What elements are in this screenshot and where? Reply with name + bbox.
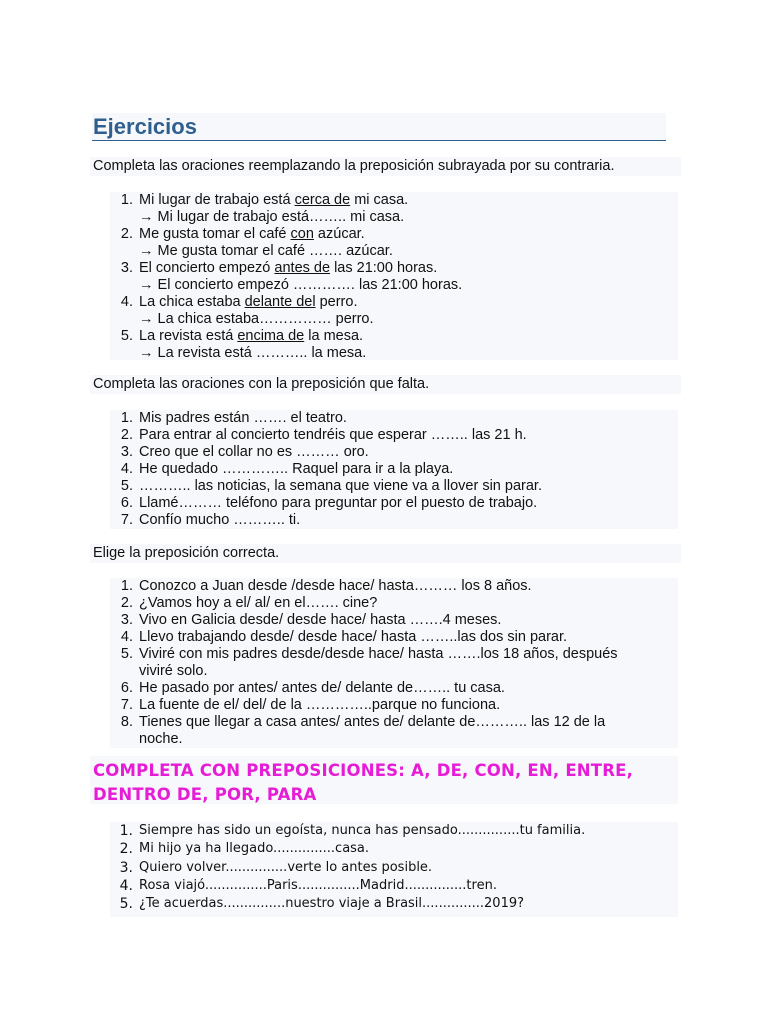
underlined-preposition: delante del — [244, 294, 316, 310]
list-item: 5. La revista está encima de la mesa. → La revista está ……….. la mesa. — [110, 328, 678, 362]
list-item: 4. He quedado ………….. Raquel para ir a la playa. — [120, 461, 454, 477]
underlined-preposition: con — [290, 226, 314, 242]
list-item: 3. Vivo en Galicia desde/ desde hace/ hasta …….4 meses. — [120, 612, 502, 628]
section2-list — [110, 410, 678, 529]
underlined-preposition: antes de — [274, 260, 331, 276]
list-item: 2. Mi hijo ya ha llegado...............casa. — [119, 841, 370, 858]
list-item: 2. ¿Vamos hoy a el/ al/ en el……. cine? — [120, 595, 378, 611]
answer-line: → La revista está ……….. la mesa. — [139, 345, 367, 361]
list-item: 2. Me gusta tomar el café con azúcar. → Me gusta tomar el café ……. azúcar. — [110, 226, 678, 260]
list-item: 4. Rosa viajó...............Paris...............Madrid...............tren. — [119, 877, 497, 894]
title-block — [92, 113, 666, 141]
section3-list — [110, 578, 678, 748]
list-item: 7. La fuente de el/ del/ de la …………..parque no funciona. — [120, 697, 501, 713]
list-item: 8. Tienes que llegar a casa antes/ antes de/ delante de……….. las 12 de la noche. — [120, 714, 606, 747]
underlined-preposition: encima de — [237, 328, 305, 344]
section3-instruction: Elige la preposición correcta. — [90, 544, 681, 563]
section1-list — [110, 192, 678, 360]
answer-line: → El concierto empezó …………. las 21:00 horas. — [139, 277, 463, 293]
section2-instruction: Completa las oraciones con la preposición que falta. — [90, 375, 681, 394]
section4-list — [110, 822, 678, 917]
list-item: 3. Creo que el collar no es ……… oro. — [120, 444, 369, 460]
list-item: 1. Mis padres están ……. el teatro. — [120, 410, 347, 426]
list-item: 5. ¿Te acuerdas...............nuestro viaje a Brasil...............2019? — [119, 896, 525, 913]
list-item: 4. La chica estaba delante del perro. → La chica estaba…………… perro. — [110, 294, 678, 328]
answer-line: → Me gusta tomar el café ……. azúcar. — [139, 243, 393, 259]
list-item: 6. Llamé……… teléfono para preguntar por el puesto de trabajo. — [120, 495, 538, 511]
list-item: 3. Quiero volver...............verte lo antes posible. — [119, 859, 433, 876]
section4-heading-block — [90, 756, 678, 804]
list-item: 1. Conozco a Juan desde /desde hace/ hasta……… los 8 años. — [120, 578, 532, 594]
list-item: 2. Para entrar al concierto tendréis que esperar …….. las 21 h. — [120, 427, 527, 443]
section1-instruction: Completa las oraciones reemplazando la preposición subrayada por su contraria. — [90, 157, 681, 176]
page-title: Ejercicios — [93, 114, 197, 139]
list-item: 1. Siempre has sido un egoísta, nunca has pensado...............tu familia. — [119, 823, 586, 839]
underlined-preposition: cerca de — [294, 192, 351, 208]
section4-heading: COMPLETA CON PREPOSICIONES: A, DE, CON, EN, ENTRE, DENTRO DE, POR, PARA — [93, 761, 634, 804]
list-item: 6. He pasado por antes/ antes de/ delante de…….. tu casa. — [120, 680, 505, 696]
list-item: 5. Viviré con mis padres desde/desde hace/ hasta …….los 18 años, después viviré solo. — [120, 646, 618, 679]
answer-line: → Mi lugar de trabajo está…….. mi casa. — [139, 209, 405, 225]
list-item: 5. ……….. las noticias, la semana que viene va a llover sin parar. — [120, 478, 542, 494]
list-item: 7. Confío mucho ……….. ti. — [120, 512, 301, 528]
list-item: 3. El concierto empezó antes de las 21:00 horas. → El concierto empezó …………. las 21:00 horas. — [110, 260, 678, 294]
answer-line: → La chica estaba…………… perro. — [139, 311, 374, 327]
list-item: 1. Mi lugar de trabajo está cerca de mi casa. → Mi lugar de trabajo está…….. mi casa. — [110, 192, 678, 226]
list-item: 4. Llevo trabajando desde/ desde hace/ hasta ……..las dos sin parar. — [120, 629, 568, 645]
